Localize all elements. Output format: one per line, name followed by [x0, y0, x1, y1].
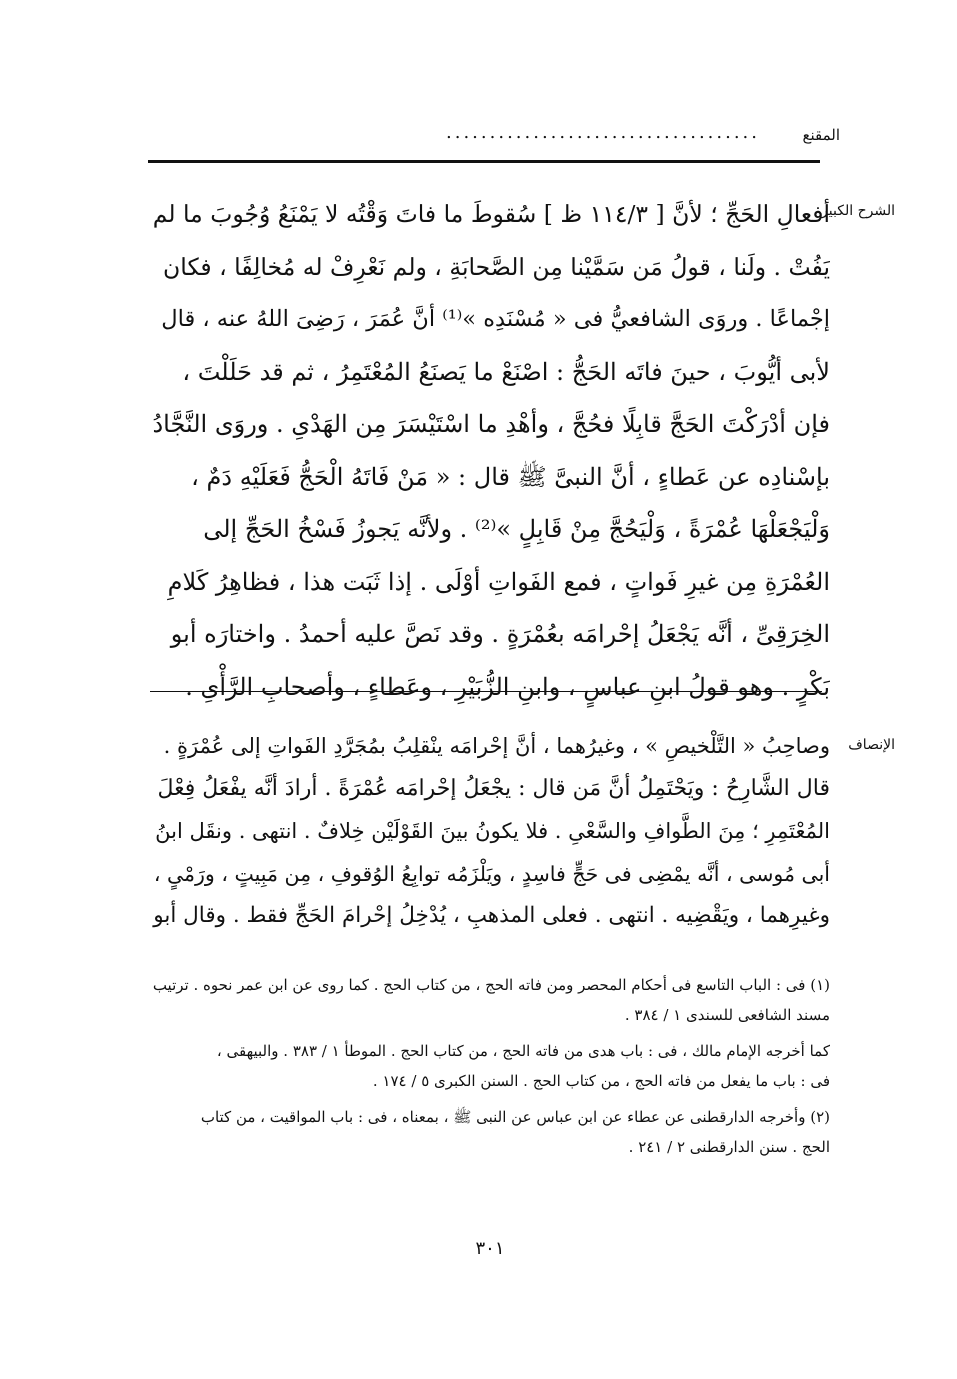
sharh-line: الخِرَقِىِّ ، أنَّه يَجْعَلُ إحْرامَه بعُمْرَةٍ . وقد نَصَّ عليه أحمدُ . واختارَه أبو [170, 620, 830, 648]
sharh-side-label: الشرح الكبير [821, 203, 895, 219]
sharh-line: يَفُتْ . ولَنا ، قولُ مَن سَمَّيْنا مِن الصَّحابَةِ ، ولم نَعْرِفْ له مُخالِفًا ، فكان [163, 252, 830, 281]
sharh-line: إجْماعًا . وروَى الشافعيُّ فى « مُسْنَدِه »⁽¹⁾ أنَّ عُمَرَ ، رَضِىَ اللهُ عنه ، قال [161, 306, 830, 332]
insaf-line: المُعْتَمِرِ ؛ مِنَ الطَّوافِ والسَّعْىِ . فلا يكونُ بينَ القَوْلَيْن خِلافٌ . انتهى . ونقَل ابنُ [155, 819, 830, 843]
insaf-text-block [150, 725, 830, 938]
page-header [60, 122, 840, 162]
sharh-line: لأبى أيُّوبَ ، حينَ فاتَه الحَجُّ : اصْنَعْ ما يَصنَعُ المُعْتَمِرُ ، ثم قد حَلَلْتَ ، [182, 357, 830, 386]
header-rule [148, 160, 820, 163]
insaf-line: وغيرِهما ، ويَقْضِيه . انتهى . فعلى المذهبِ ، يُدْخِلُ إحْرامَ الحَجِّ فقط . وقال أبو [153, 903, 830, 928]
sharh-text-block [150, 188, 830, 713]
sharh-line: وَلْيَجْعَلْهَا عُمْرَةً ، وَلْيَحُجَّ مِنْ قَابِلٍ »⁽²⁾ . ولأنَّه يَجوزُ فَسْخُ الحَجِّ إلى [203, 515, 830, 543]
header-dot-leader: .................................... [446, 122, 760, 143]
page-number: ٣٠١ [475, 1238, 505, 1259]
insaf-line: قال الشَّارِحُ : ويَحْتَمِلُ أنَّ مَن قال : يجْعَلُ إحْرامَه عُمْرَةً . أرادَ أنَّه يفْعَلُ فِعْلَ [157, 775, 830, 801]
footnote-line: الحج . سنن الدارقطنى ٢ / ٢٤١ . [628, 1138, 830, 1156]
sharh-line: فإن أدْرَكْتَ الحَجَّ قابِلًا فحُجَّ ، وأهْدِ ما اسْتَيْسَرَ مِن الهَدْىِ . وروَى النَّجَّادُ [152, 410, 830, 438]
section-divider [150, 691, 822, 692]
footnote-line: كما أخرجه الإمام مالك ، فى : باب هدى من فاته الحج ، من كتاب الحج . الموطأ ١ / ٣٨٣ . والبيهقى ، [216, 1042, 830, 1060]
insaf-side-label: الإنصاف [848, 737, 895, 753]
footnote-line: (٢) وأخرجه الدارقطنى عن عطاء عن ابن عباس عن النبى ﷺ ، بمعناه ، فى : باب المواقيت ، من كتاب [200, 1108, 830, 1126]
insaf-line: أبى مُوسى ، أنَّه يمْضِى فى حَجٍّ فاسِدٍ ، ويَلْزَمُه توابِعُ الوُقوفِ ، مِن مَبِيتٍ ، ورَمْىٍ ، [153, 861, 830, 886]
sharh-line: أفعالِ الحَجِّ ؛ لأنَّ [ ١١٤/٣ ظ ] سُقوطَ ما فاتَ وَقْتُه لا يَمْنَعُ وُجُوبَ ما لم [152, 200, 830, 228]
footnote-line: (١) فى : الباب التاسع فى أحكام المحصر ومن فاته الحج ، من كتاب الحج . كما روى عن ابن عمر نحوه . ترتيب [152, 976, 830, 994]
footnote-line: فى : باب ما يفعل من فاته الحج ، من كتاب الحج . السنن الكبرى ٥ / ١٧٤ . [372, 1072, 830, 1090]
sharh-line: العُمْرَةِ مِن غيرِ فَواتٍ ، فمع الفَواتِ أوْلَى . إذا ثَبَت هذا ، فظاهِرُ كَلامِ [167, 567, 830, 596]
footnotes [150, 970, 830, 1162]
running-title: المقنع [802, 126, 840, 144]
insaf-line: وصاحِبُ « التَّلْخيصِ » ، وغيرُهما ، أنَّ إحْرامَه ينْقلِبُ بمُجَرَّدِ الفَواتِ إلى عُمْرَةٍ . [163, 734, 830, 758]
footnote-line: مسند الشافعى للسندى ١ / ٣٨٤ . [624, 1006, 830, 1024]
sharh-line: بَكْرٍ . وهو قولُ ابنِ عباسٍ ، وابنِ الزُّبَيْرِ ، وعَطاءٍ ، وأصحابِ الرَّأْىِ . [185, 672, 830, 701]
sharh-line: بإسْنادِه عن عَطاءٍ ، أنَّ النبىَّ ﷺ قال : « مَنْ فَاتَهُ الْحَجُّ فَعَلَيْهِ دَمٌ ، [191, 462, 830, 491]
